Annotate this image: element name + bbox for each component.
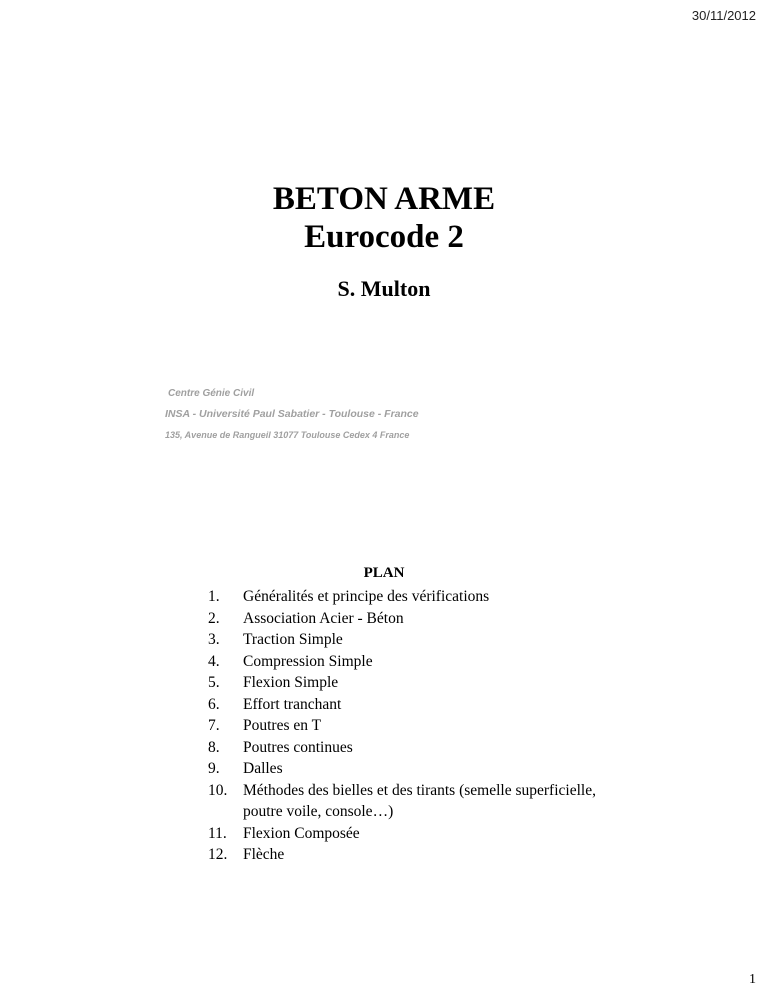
- plan-item-1: [208, 586, 608, 608]
- plan-item-8: [208, 737, 608, 759]
- plan-item-text: Poutres continues: [243, 738, 353, 756]
- plan-item-number: 5.: [208, 674, 220, 691]
- institution-line-1: Centre Génie Civil: [168, 388, 255, 399]
- plan-title: PLAN: [363, 565, 405, 581]
- plan-item-text: Flexion Composée: [243, 824, 360, 842]
- plan-item-number: 9.: [208, 760, 220, 777]
- plan-item-text: Compression Simple: [243, 652, 373, 670]
- plan-item-number: 8.: [208, 738, 220, 756]
- institution-line-2: INSA - Université Paul Sabatier - Toulouse - France: [165, 408, 419, 420]
- plan-item-number: 2.: [208, 609, 220, 627]
- page-number: 1: [749, 972, 756, 987]
- plan-item-text: Flexion Simple: [243, 674, 339, 691]
- plan-item-11: [208, 823, 608, 845]
- plan-item-number: 6.: [208, 695, 220, 713]
- plan-item-number: 10.: [208, 781, 228, 799]
- plan-list: [208, 586, 608, 866]
- plan-item-text: Dalles: [243, 760, 283, 777]
- plan-item-text: Généralités et principe des vérifications: [243, 588, 490, 605]
- author-name: S. Multon: [337, 276, 431, 301]
- header-date: 30/11/2012: [691, 8, 756, 23]
- plan-item-text: Association Acier - Béton: [243, 609, 404, 627]
- plan-item-2: [208, 608, 608, 630]
- institution-block: [165, 385, 419, 448]
- plan-item-text: Poutres en T: [243, 717, 322, 734]
- plan-item-number: 12.: [208, 846, 228, 863]
- plan-item-7: [208, 715, 608, 737]
- title-slide: [0, 180, 768, 302]
- title-line-2: Eurocode 2: [304, 219, 464, 255]
- plan-item-10: [208, 780, 608, 823]
- plan-item-text: Effort tranchant: [243, 695, 342, 713]
- plan-item-number: 4.: [208, 652, 220, 670]
- plan-item-5: [208, 672, 608, 694]
- title-line-1: BETON ARME: [272, 181, 496, 217]
- plan-item-number: 11.: [208, 824, 227, 842]
- plan-item-text: Flèche: [243, 846, 285, 863]
- plan-item-text: Méthodes des bielles et des tirants (semelle superficielle, poutre voile, console…): [243, 781, 596, 820]
- plan-item-number: 7.: [208, 717, 220, 734]
- plan-item-4: [208, 651, 608, 673]
- plan-item-3: [208, 629, 608, 651]
- plan-item-text: Traction Simple: [243, 631, 343, 648]
- plan-item-12: [208, 844, 608, 866]
- plan-item-number: 3.: [208, 631, 220, 648]
- plan-item-number: 1.: [208, 588, 220, 605]
- institution-line-3: 135, Avenue de Rangueil 31077 Toulouse Cedex 4 France: [165, 430, 410, 440]
- plan-item-9: [208, 758, 608, 780]
- plan-item-6: [208, 694, 608, 716]
